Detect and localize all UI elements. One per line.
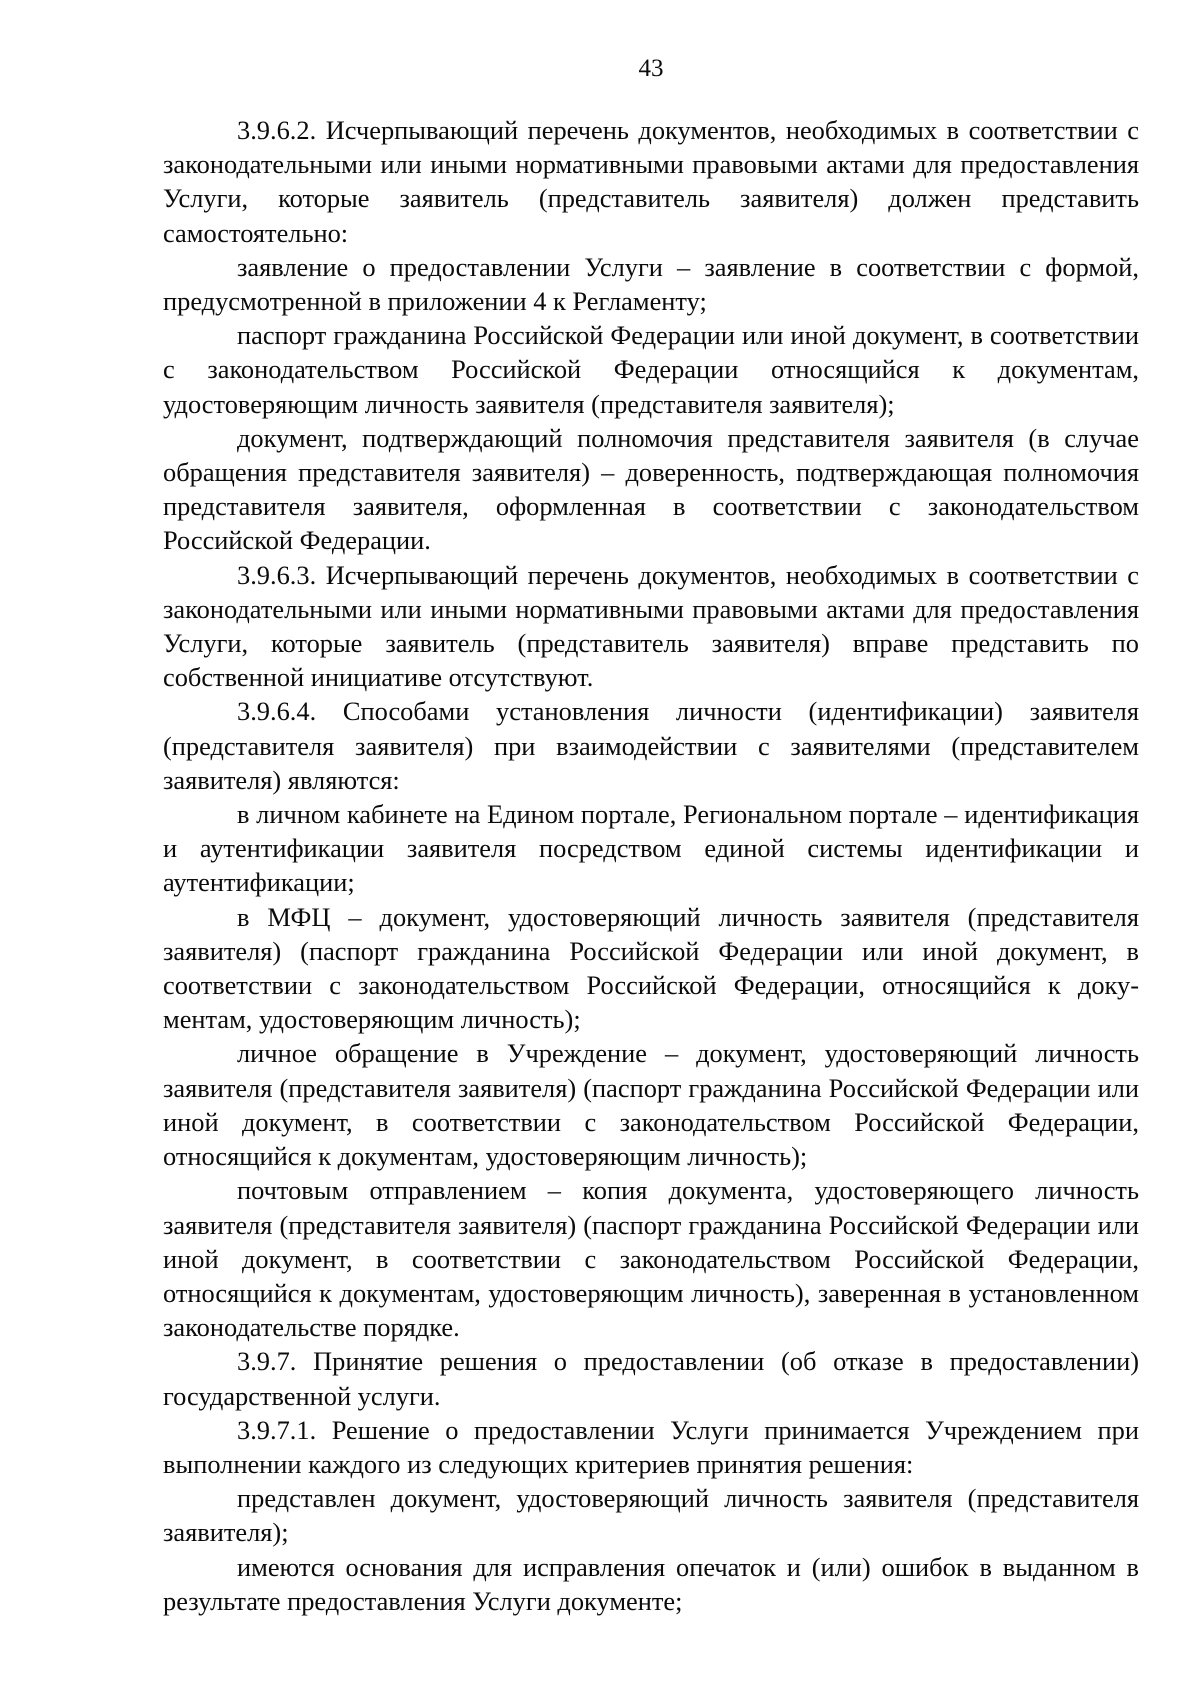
paragraph-application: заявление о предоставлении Услуги – заявление в соответствии с формой, предусмотренной в приложении 4 к Регламенту; (163, 251, 1139, 317)
paragraph-personal-visit: личное обращение в Учреждение – документ, удостоверяющий личность заявителя (представителя заявителя) (паспорт гражданина Российской Федерации или иной документ, в соответствии с законодательством Российской Федерации, относящийся к документам, удостоверяющим личность); (163, 1038, 1139, 1172)
paragraph-mfc: в МФЦ – документ, удостоверяющий личность заявителя (представителя заявителя) (паспорт гражданина Российской Федерации или иной документ, в соответствии с законодательством Российской Федерации, относящийся к документам, удостоверяющим личность); (163, 901, 1139, 1035)
paragraph-3-9-7: 3.9.7. Принятие решения о предоставлении (об отказе в предоставлении) государственной услуги. (163, 1346, 1139, 1411)
paragraph-3-9-6-3: 3.9.6.3. Исчерпывающий перечень документов, необходимых в соответствии с законодательными или иными нормативными правовыми актами для предоставления Услуги, которые заявитель (представитель заявителя) вправе представить по собственной инициативе отсутствуют. (163, 559, 1139, 693)
document-body (163, 113, 1139, 1618)
paragraph-correction-grounds: имеются основания для исправления опечаток и (или) ошибок в выданном в результате предоставления Услуги документе; (163, 1551, 1139, 1616)
paragraph-3-9-7-1: 3.9.7.1. Решение о предоставлении Услуги принимается Учреждением при выполнении каждого из следующих критериев принятия решения: (163, 1414, 1139, 1479)
paragraph-personal-cabinet: в личном кабинете на Едином портале, Региональном портале – идентификация и аутентификации заявителя посредством единой системы идентификации и аутентификации; (163, 799, 1139, 898)
page-number: 43 (638, 55, 664, 82)
paragraph-authority-document: документ, подтверждающий полномочия представителя заявителя (в случае обращения представителя заявителя) – доверенность, подтверждающая полномочия представителя заявителя, оформленная в соответствии с законодательством Российской Федерации. (163, 422, 1139, 556)
paragraph-identity-document: представлен документ, удостоверяющий личность заявителя (представителя заявителя); (163, 1483, 1139, 1548)
paragraph-passport: паспорт гражданина Российской Федерации или иной документ, в соответствии с законодательством Российской Федерации относящийся к документам, удостоверяющим личность заявителя (представителя заявителя); (163, 320, 1139, 419)
paragraph-postal: почтовым отправлением – копия документа, удостоверяющего личность заявителя (представителя заявителя) (паспорт гражданина Российской Федерации или иной документ, в соответствии с законодательством Российской Федерации, относящийся к документам, удостоверяющим личность), заверенная в установленном законодательстве порядке. (163, 1175, 1139, 1343)
paragraph-3-9-6-2: 3.9.6.2. Исчерпывающий перечень документов, необходимых в соответствии с законодательными или иными нормативными правовыми актами для предоставления Услуги, которые заявитель (представитель заявителя) должен представить самостоятельно: (163, 115, 1139, 248)
paragraph-3-9-6-4: 3.9.6.4. Способами установления личности (идентификации) заявителя (представителя заявителя) при взаимодействии с заявителями (представителем заявителя) являются: (163, 696, 1139, 795)
